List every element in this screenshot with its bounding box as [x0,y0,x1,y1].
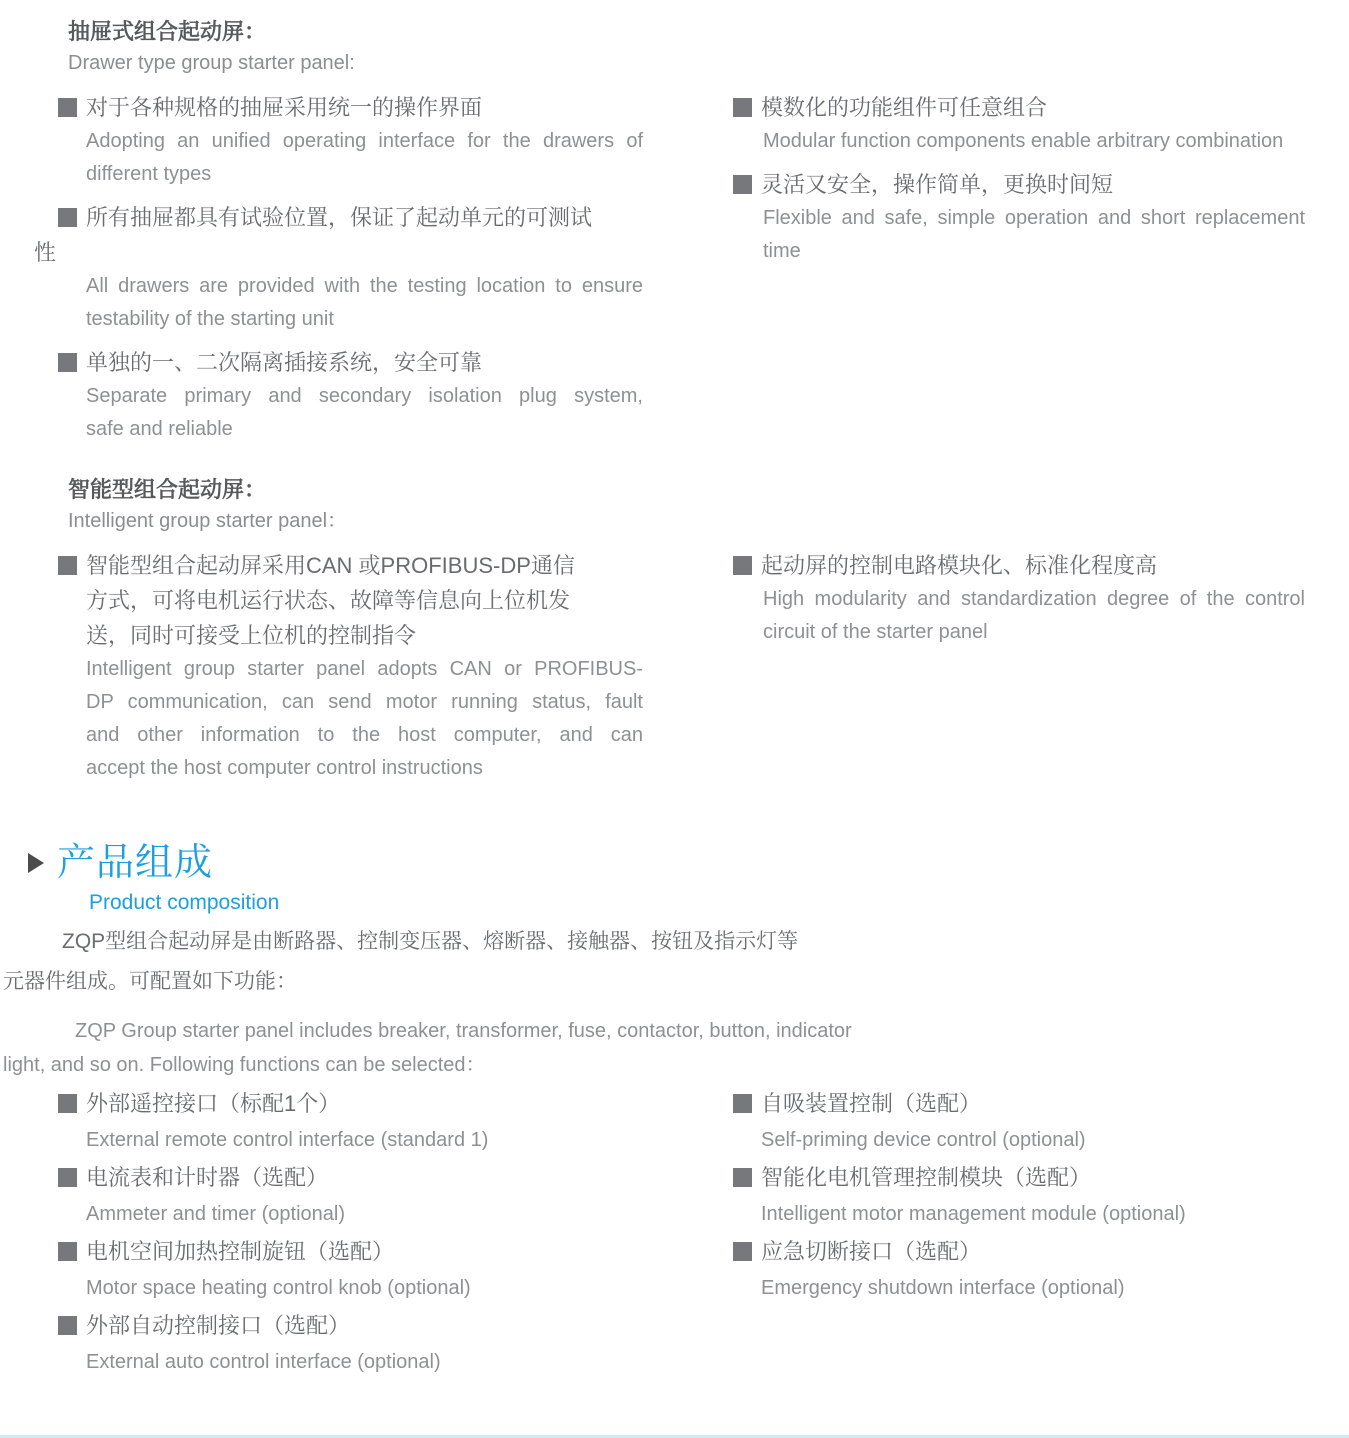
option-text-en: Motor space heating control knob (optional) [86,1277,471,1299]
option-item [58,1159,658,1233]
option-row [733,1085,1313,1122]
feature-item [733,90,1305,158]
feature-text-cjk: 单独的一、二次隔离插接系统，安全可靠 [86,350,483,375]
option-row [733,1233,1313,1270]
bullet-square-icon [58,1094,77,1113]
feature-text-en: High modularity and standardization degree of the control [763,588,1305,610]
feature-text-cjk: 模数化的功能组件可任意组合 [761,95,1048,120]
feature-text-en: Adopting an unified operating interface for the drawers of [86,130,643,152]
drawer-heading-cjk: 抽屉式组合起动屏： [68,19,267,44]
bullet-square-icon [58,1242,77,1261]
feature-text-en: All drawers are provided with the testing location to ensure [86,275,643,297]
bullet-square-icon [733,1168,752,1187]
option-row [58,1233,658,1270]
feature-text-en: safe and reliable [86,418,233,440]
option-text-cjk: 应急切断接口（选配） [761,1239,982,1264]
intro-line-cjk: ZQP型组合起动屏是由断路器、控制变压器、熔断器、接触器、按钮及指示灯等 [62,930,799,953]
option-text-cjk: 电机空间加热控制旋钮（选配） [86,1239,395,1264]
option-item [58,1307,658,1381]
intro-line-en: ZQP Group starter panel includes breaker, transformer, fuse, contactor, button, indicator [75,1020,852,1042]
feature-text-cjk: 智能型组合起动屏采用CAN 或PROFIBUS-DP通信 [86,553,575,578]
composition-title-en: Product composition [89,891,280,914]
composition-intro [3,922,948,1082]
option-text-en: Self-priming device control (optional) [761,1129,1086,1151]
option-text-en: Intelligent motor management module (optional) [761,1203,1186,1225]
bullet-square-icon [733,98,752,117]
feature-text-cjk: 所有抽屉都具有试验位置，保证了起动单元的可测试 [86,205,593,230]
feature-row [58,548,643,583]
feature-text-en: Modular function components enable arbitrary combination [763,130,1284,152]
drawer-section-right-column [733,90,1305,277]
bullet-square-icon [58,353,77,372]
feature-row [733,548,1305,583]
feature-text-en: accept the host computer control instructions [86,757,483,779]
options-right-column [733,1085,1313,1307]
feature-row [733,90,1305,125]
option-text-en: Emergency shutdown interface (optional) [761,1277,1125,1299]
option-item [733,1085,1313,1159]
feature-item [733,548,1305,649]
feature-text-en: and other information to the host computer, and can [86,724,643,746]
feature-text-en: time [763,240,801,262]
feature-row [58,90,643,125]
option-text-cjk: 自吸装置控制（选配） [761,1091,982,1116]
bullet-square-icon [58,1316,77,1335]
option-text-cjk: 外部自动控制接口（选配） [86,1313,351,1338]
option-text-cjk: 电流表和计时器（选配） [86,1165,329,1190]
intelligent-heading-en: Intelligent group starter panel： [68,510,348,532]
feature-text-en: DP communication, can send motor running status, fault [86,691,643,713]
feature-item [58,548,643,785]
feature-text-cjk: 灵活又安全，操作简单，更换时间短 [761,172,1114,197]
feature-text-cjk: 起动屏的控制电路模块化、标准化程度高 [761,553,1158,578]
option-text-en: External remote control interface (standard 1) [86,1129,489,1151]
option-row [733,1159,1313,1196]
intelligent-heading-cjk: 智能型组合起动屏： [68,477,267,502]
feature-item [58,345,643,446]
option-row [58,1085,658,1122]
feature-item [34,200,643,336]
option-text-en: External auto control interface (optional) [86,1351,441,1373]
feature-row [58,345,643,380]
feature-text-en: testability of the starting unit [86,308,334,330]
option-text-en: Ammeter and timer (optional) [86,1203,345,1225]
feature-item [58,90,643,191]
feature-text-cjk: 对于各种规格的抽屉采用统一的操作界面 [86,95,483,120]
option-item [733,1233,1313,1307]
feature-text-cjk: 方式，可将电机运行状态、故障等信息向上位机发 [86,588,571,613]
drawer-heading-en: Drawer type group starter panel: [68,52,355,74]
feature-text-en: circuit of the starter panel [763,621,988,643]
option-item [58,1085,658,1159]
option-item [58,1233,658,1307]
feature-text-en: different types [86,163,212,185]
feature-text-cjk: 送，同时可接受上位机的控制指令 [86,623,417,648]
option-text-cjk: 外部遥控接口（标配1个） [86,1091,341,1116]
intelligent-section-left-column [58,474,643,794]
intro-line-en: light, and so on. Following functions can be selected： [3,1054,486,1076]
composition-title-cjk: 产品组成 [57,842,214,884]
feature-row [58,200,643,235]
feature-text-en: Separate primary and secondary isolation plug system, [86,385,643,407]
composition-title-row [28,840,628,886]
bullet-square-icon [733,175,752,194]
option-row [58,1159,658,1196]
bullet-square-icon [58,1168,77,1187]
option-item [733,1159,1313,1233]
feature-text-en: Intelligent group starter panel adopts CAN or PROFIBUS- [86,658,643,680]
feature-item [733,167,1305,268]
intro-en-group [3,1014,948,1082]
triangle-pointer-icon [28,853,44,873]
bullet-square-icon [58,98,77,117]
option-row [58,1307,658,1344]
bullet-square-icon [733,1094,752,1113]
bullet-square-icon [733,556,752,575]
drawer-section-left-column [34,16,643,455]
feature-row [733,167,1305,202]
bullet-square-icon [733,1242,752,1261]
feature-text-cjk-overflow: 性 [34,240,57,265]
options-left-column [58,1085,658,1381]
composition-header [28,840,628,918]
bullet-square-icon [58,556,77,575]
feature-text-en: Flexible and safe, simple operation and short replacement [763,207,1305,229]
option-text-cjk: 智能化电机管理控制模块（选配） [761,1165,1092,1190]
intro-line-cjk: 元器件组成。可配置如下功能： [3,970,297,993]
bullet-square-icon [58,208,77,227]
intelligent-section-right-column [733,548,1305,658]
